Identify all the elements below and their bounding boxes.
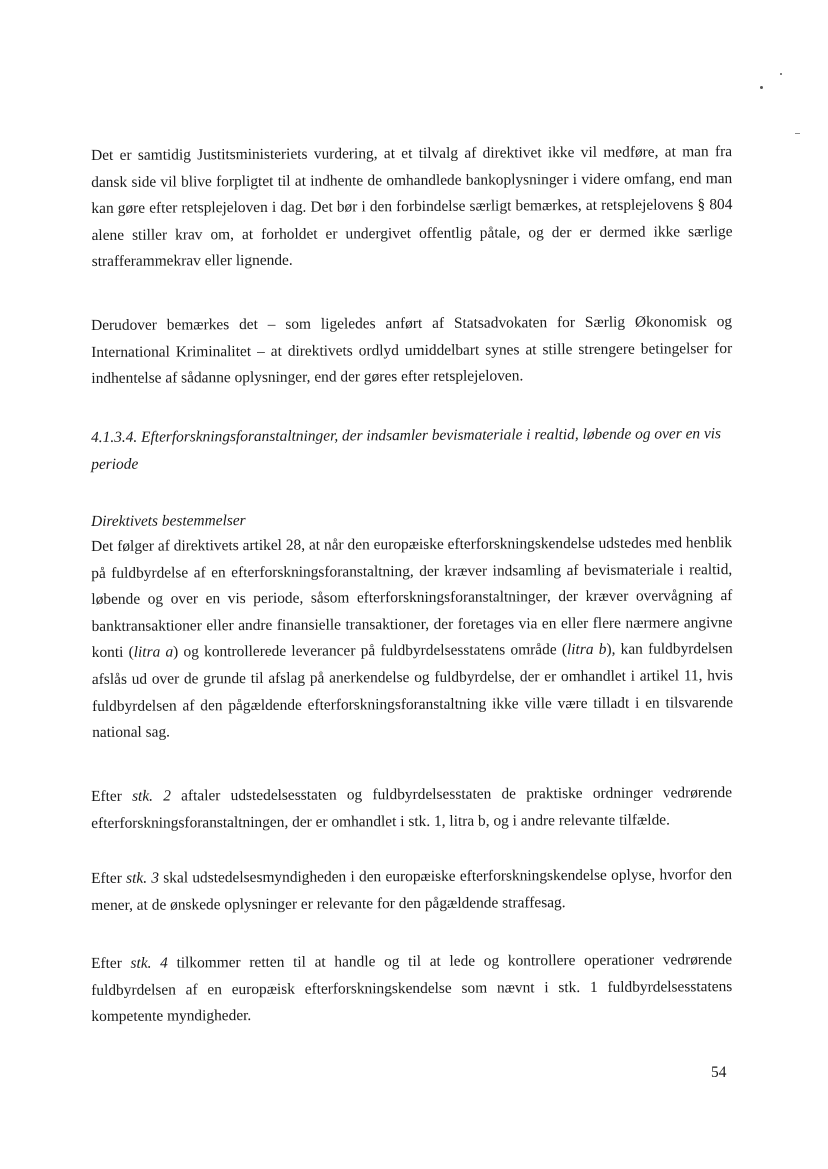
paragraph-4-pre: Efter	[91, 787, 133, 805]
scan-speck	[780, 73, 782, 75]
page-number: 54	[711, 1064, 727, 1081]
paragraph-3-part-2: ) og kontrollerede leverancer på fuldbyrdelsesstatens område (	[173, 641, 568, 661]
paragraph-5-post: skal udstedelsesmyndigheden i den europæiske efterforskningskendelse oplyse, hvorfor den mener, at de ønskede oplysninger er relevante for den pågældende straffesag.	[91, 866, 733, 914]
paragraph-2-text: Derudover bemærkes det – som ligeledes anført af Statsadvokaten for Særlig Økonomisk og International Kriminalitet – at direktivets ordlyd umiddelbart synes at stille strengere betingelser for indhentelse af sådanne oplysninger, end der gøres efter retsplejeloven.	[91, 313, 733, 388]
section-heading	[91, 421, 732, 478]
section-heading-text: 4.1.3.4. Efterforskningsforanstaltninger, der indsamler bevismateriale i realtid, løbende og over en vis periode	[91, 425, 722, 473]
paragraph-1-text: Det er samtidig Justitsministeriets vurdering, at et tilvalg af direktivet ikke vil medføre, at man fra dansk side vil blive forpligtet til at indhente de omhandlede bankoplysninger i videre omfang, end man kan gøre efter retsplejeloven i dag. Det bør i den forbindelse særligt bemærkes, at retsplejelovens § 804 alene stiller krav om, at forholdet er undergivet offentlig påtale, og der er dermed ikke særlige strafferammekrav eller lignende.	[91, 143, 733, 271]
litra-b-ref: litra b	[566, 641, 607, 659]
paragraph-3-part-3: ), kan fuldbyrdelsen afslås ud over de grunde til afslag på anerkendelse og fuldbyrdelse, der er omhandlet i artikel 11, hvis fuldbyrdelsen af den pågældende efterforskningsforanstaltning ikke ville være tilladt i en tilsvarende national sag.	[91, 640, 734, 742]
paragraph-3-text	[91, 530, 733, 747]
paragraph-6-pre: Efter	[91, 954, 131, 972]
scan-speck	[760, 86, 763, 89]
stk-4-ref: stk. 4	[130, 954, 168, 972]
paragraph-4	[91, 780, 732, 837]
stk-2-ref: stk. 2	[131, 787, 171, 805]
litra-a-ref: litra a	[133, 643, 174, 662]
paragraph-6-text	[91, 947, 732, 1031]
scan-speck	[795, 133, 800, 134]
paragraph-3-part-1: Det følger af direktivets artikel 28, at når den europæiske efterforskningskendelse udstedes med henblik på fuldbyrdelse af en efterforskningsforanstaltning, der kræver indsamling af bevismateriale i realtid, løbende og over en vis periode, såsom efterforskningsforanstaltninger, der kræver overvågning af banktransaktioner eller andre finansielle transaktioner, der foretages via en eller flere nærmere angivne konti (	[91, 534, 733, 662]
paragraph-4-post: aftaler udstedelsesstaten og fuldbyrdelsesstaten de praktiske ordninger vedrørende efterforskningsforanstaltningen, der er omhandlet i stk. 1, litra b, og i andre relevante tilfælde.	[91, 784, 733, 832]
paragraph-6	[91, 947, 732, 1031]
paragraph-6-post: tilkommer retten til at handle og til at lede og kontrollere operationer vedrørende fuldbyrdelsen af en europæisk efterforskningskendelse som nævnt i stk. 1 fuldbyrdelsesstatens kompetente myndigheder.	[91, 951, 733, 1026]
paragraph-3	[91, 530, 733, 747]
paragraph-5-pre: Efter	[91, 869, 127, 887]
stk-3-ref: stk. 3	[126, 869, 160, 887]
paragraph-1	[91, 139, 733, 276]
paragraph-5-text	[91, 862, 732, 919]
paragraph-2	[91, 309, 732, 393]
paragraph-5	[91, 862, 732, 919]
sub-heading-text: Direktivets bestemmelser	[91, 512, 246, 530]
paragraph-4-text	[91, 780, 732, 837]
